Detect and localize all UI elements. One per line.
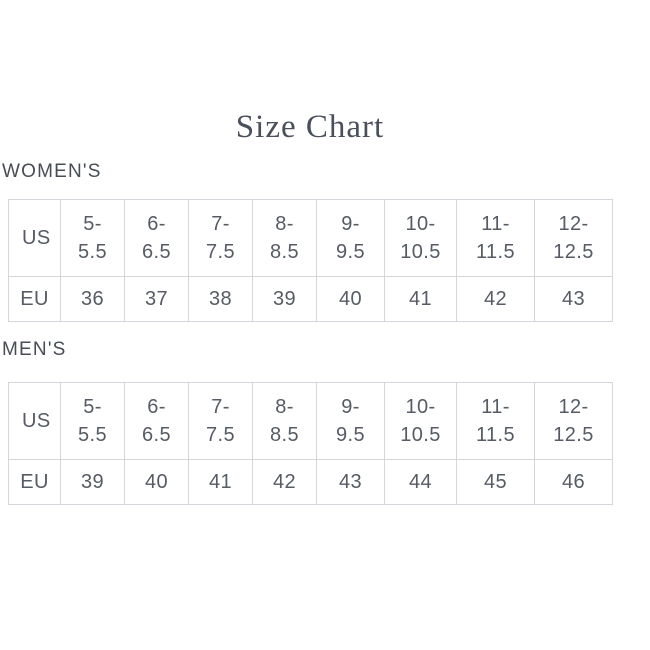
section-label-womens: WOMEN'S bbox=[2, 161, 102, 182]
womens-size-table bbox=[8, 199, 613, 322]
page-title: Size Chart bbox=[235, 109, 385, 145]
size-cell: 10-10.5 bbox=[385, 383, 457, 460]
size-cell: 12-12.5 bbox=[535, 200, 613, 277]
size-cell: 43 bbox=[535, 277, 613, 322]
size-cell: 45 bbox=[457, 460, 535, 505]
mens-us-row bbox=[9, 383, 613, 460]
womens-us-row-header: US bbox=[9, 200, 61, 277]
mens-us-row-header: US bbox=[9, 383, 61, 460]
size-cell: 6-6.5 bbox=[125, 383, 189, 460]
size-cell: 8-8.5 bbox=[253, 383, 317, 460]
size-cell: 40 bbox=[317, 277, 385, 322]
size-cell: 11-11.5 bbox=[457, 383, 535, 460]
size-cell: 39 bbox=[61, 460, 125, 505]
size-cell: 7-7.5 bbox=[189, 200, 253, 277]
womens-eu-row bbox=[9, 277, 613, 322]
size-cell: 7-7.5 bbox=[189, 383, 253, 460]
size-cell: 37 bbox=[125, 277, 189, 322]
size-cell: 44 bbox=[385, 460, 457, 505]
mens-eu-row bbox=[9, 460, 613, 505]
size-cell: 8-8.5 bbox=[253, 200, 317, 277]
size-cell: 6-6.5 bbox=[125, 200, 189, 277]
size-cell: 36 bbox=[61, 277, 125, 322]
size-cell: 9-9.5 bbox=[317, 200, 385, 277]
womens-eu-row-header: EU bbox=[9, 277, 61, 322]
section-label-mens: MEN'S bbox=[2, 339, 67, 360]
size-cell: 40 bbox=[125, 460, 189, 505]
size-cell: 41 bbox=[189, 460, 253, 505]
size-cell: 5-5.5 bbox=[61, 200, 125, 277]
size-chart-page bbox=[2, 0, 612, 505]
womens-us-row bbox=[9, 200, 613, 277]
size-cell: 5-5.5 bbox=[61, 383, 125, 460]
size-cell: 43 bbox=[317, 460, 385, 505]
size-cell: 46 bbox=[535, 460, 613, 505]
size-cell: 11-11.5 bbox=[457, 200, 535, 277]
size-cell: 9-9.5 bbox=[317, 383, 385, 460]
mens-eu-row-header: EU bbox=[9, 460, 61, 505]
size-cell: 38 bbox=[189, 277, 253, 322]
mens-size-table bbox=[8, 382, 613, 505]
size-cell: 42 bbox=[457, 277, 535, 322]
size-cell: 10-10.5 bbox=[385, 200, 457, 277]
size-cell: 12-12.5 bbox=[535, 383, 613, 460]
size-cell: 41 bbox=[385, 277, 457, 322]
size-cell: 39 bbox=[253, 277, 317, 322]
size-cell: 42 bbox=[253, 460, 317, 505]
